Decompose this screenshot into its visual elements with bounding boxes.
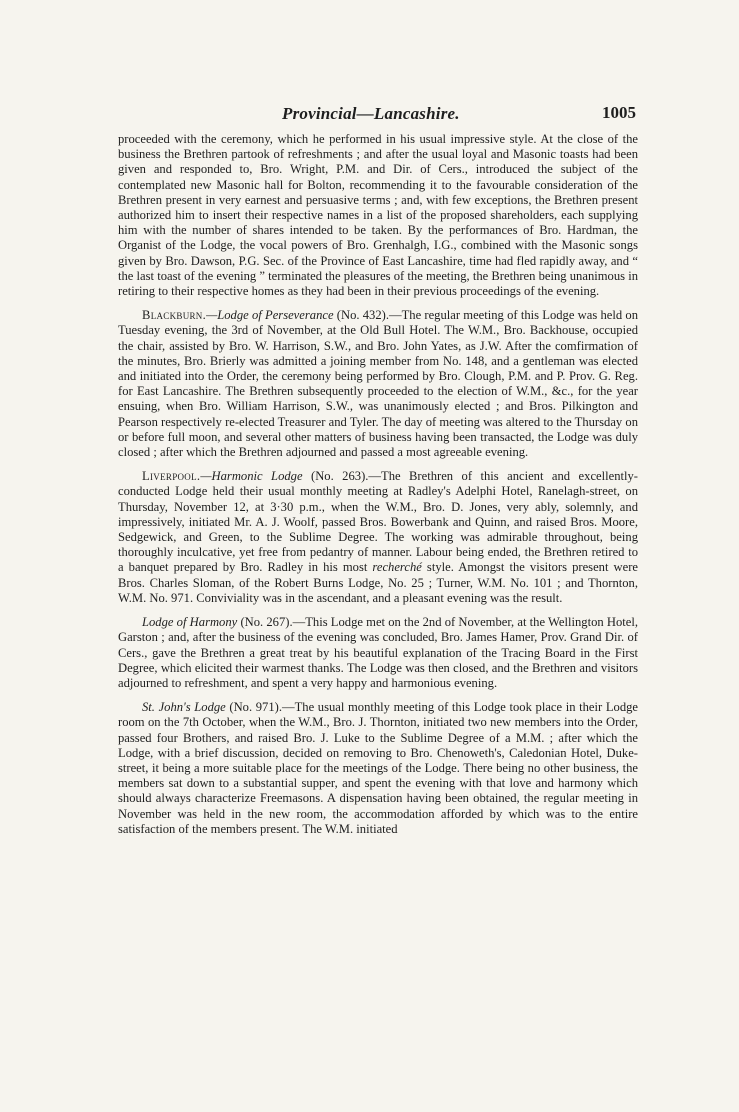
paragraph-liverpool <box>118 469 638 606</box>
page-number: 1005 <box>602 103 636 122</box>
paragraph-lodge-of-harmony <box>118 615 638 691</box>
article-body <box>118 132 638 837</box>
paragraph-st-johns-lodge <box>118 700 638 837</box>
emphasis-word: recherché <box>372 560 422 575</box>
lodge-name: —Lodge of Perseverance <box>206 308 334 323</box>
place-name: Liverpool. <box>142 469 201 484</box>
paragraph-text: (No. 971).—The usual monthly meeting of this Lodge took place in their Lodge room on the 7th October, when the W.M., Bro. J. Thornton, initiated two new members into the Order, passed four Brothers, and raised Bro. J. Luke to the Sublime Degree of a M.M. ; after which the Lodge, with a brief discussion, decided on removing to Bro. Chenoweth's, Caledonian Hotel, Duke-street, it being a more suitable place for the meetings of the Lodge. There being no other business, the members sat down to a substantial supper, and spent the evening with that love and harmony which should always characterize Freemasons. A dispensation having been obtained, the regular meeting in November was held in the new room, the accommodation afforded by which was to the entire satisfaction of the members present. The W.M. initiated <box>118 700 639 836</box>
paragraph-text: (No. 267).—This Lodge met on the 2nd of November, at the Wellington Hotel, Garston ; and, after the business of the evening was concluded, Bro. James Hamer, Prov. Grand Dir. of Cers., gave the Brethren a great treat by his beautiful explanation of the Tracing Board in the First Degree, which elicited their warmest thanks. The Lodge was then closed, and the Brethren and visitors adjourned to refreshment, and spent a very happy and harmonious evening. <box>118 615 638 690</box>
lodge-name: Lodge of Harmony <box>142 615 238 630</box>
paragraph-bolton-continued <box>118 132 638 299</box>
place-name: Blackburn. <box>142 308 207 323</box>
page-header <box>118 102 638 132</box>
running-title: Provincial—Lancashire. <box>282 104 460 123</box>
paragraph-text: style. Amongst the visitors present were Bros. Charles Sloman, of the Robert Burns Lodge, No. 25 ; Turner, W.M. No. 101 ; and Thornton, W.M. No. 971. Conviviality was in the ascendant, and a pleasant evening was the result. <box>118 560 638 605</box>
paragraph-blackburn <box>118 308 638 460</box>
lodge-name: St. John's Lodge <box>142 700 226 715</box>
lodge-name: —Harmonic Lodge <box>200 469 303 484</box>
paragraph-text: (No. 432).—The regular meeting of this Lodge was held on Tuesday evening, the 3rd of November, at the Old Bull Hotel. The W.M., Bro. Backhouse, occupied the chair, assisted by Bro. W. Harrison, S.W., and Bro. John Yates, as J.W. After the comfirmation of the minutes, Bro. Brierly was admitted a joining member from No. 148, and a gentleman was elected and initiated into the Order, the ceremony being performed by Bro. Clough, P.M. and P. Prov. G. Reg. for East Lancashire. The Brethren subsequently proceeded to the election of W.M., &c., for the year ensuing, when Bro. William Harrison, S.W., was unanimously elected ; and Bros. Pilkington and Pearson respectively re-elected Treasurer and Tyler. The day of meeting was altered to the Thursday on or before full moon, and several other matters of business having been transacted, the Lodge was duly closed ; after which the Brethren adjourned and passed a most agreeable evening. <box>118 308 638 460</box>
paragraph-text: (No. 263).—The Brethren of this ancient and excellently-conducted Lodge held their usual monthly meeting at Radley's Adelphi Hotel, Ranelagh-street, on Thursday, November 12, at 3·30 p.m., when the W.M., Bro. D. Jones, very ably, solemnly, and impressively, initiated Mr. A. J. Woolf, passed Bros. Bowerbank and Quinn, and raised Bros. Moore, Sedgewick, and Green, to the Sublime Degree. The working was admirable throughout, being thoroughly inculcative, yet free from pedantry of manner. Labour being ended, the Brethren retired to a banquet prepared by Bro. Radley in his most <box>118 469 638 575</box>
paragraph-text: proceeded with the ceremony, which he performed in his usual impressive style. At the close of the business the Brethren partook of refreshments ; and after the usual loyal and Masonic toasts had been given and responded to, Bro. Wright, P.M. and Dir. of Cers., introduced the subject of the contemplated new Masonic hall for Bolton, recommending it to the favourable consideration of the Brethren present in very earnest and persuasive terms ; and, with few exceptions, the Brethren present authorized him to insert their respective names in a list of the proposed shareholders, each supplying him with the number of shares intended to be taken. By the performances of Bro. Hardman, the Organist of the Lodge, the vocal powers of Bro. Grenhalgh, I.G., combined with the Masonic songs given by Bro. Dawson, P.G. Sec. of the Province of East Lancashire, time had fled rapidly away, and “ the last toast of the evening ” terminated the pleasures of the meeting, the Brethren being unanimous in retiring to their respective homes as they had been in their previous proceedings of the evening. <box>118 132 638 299</box>
document-page <box>118 102 638 846</box>
